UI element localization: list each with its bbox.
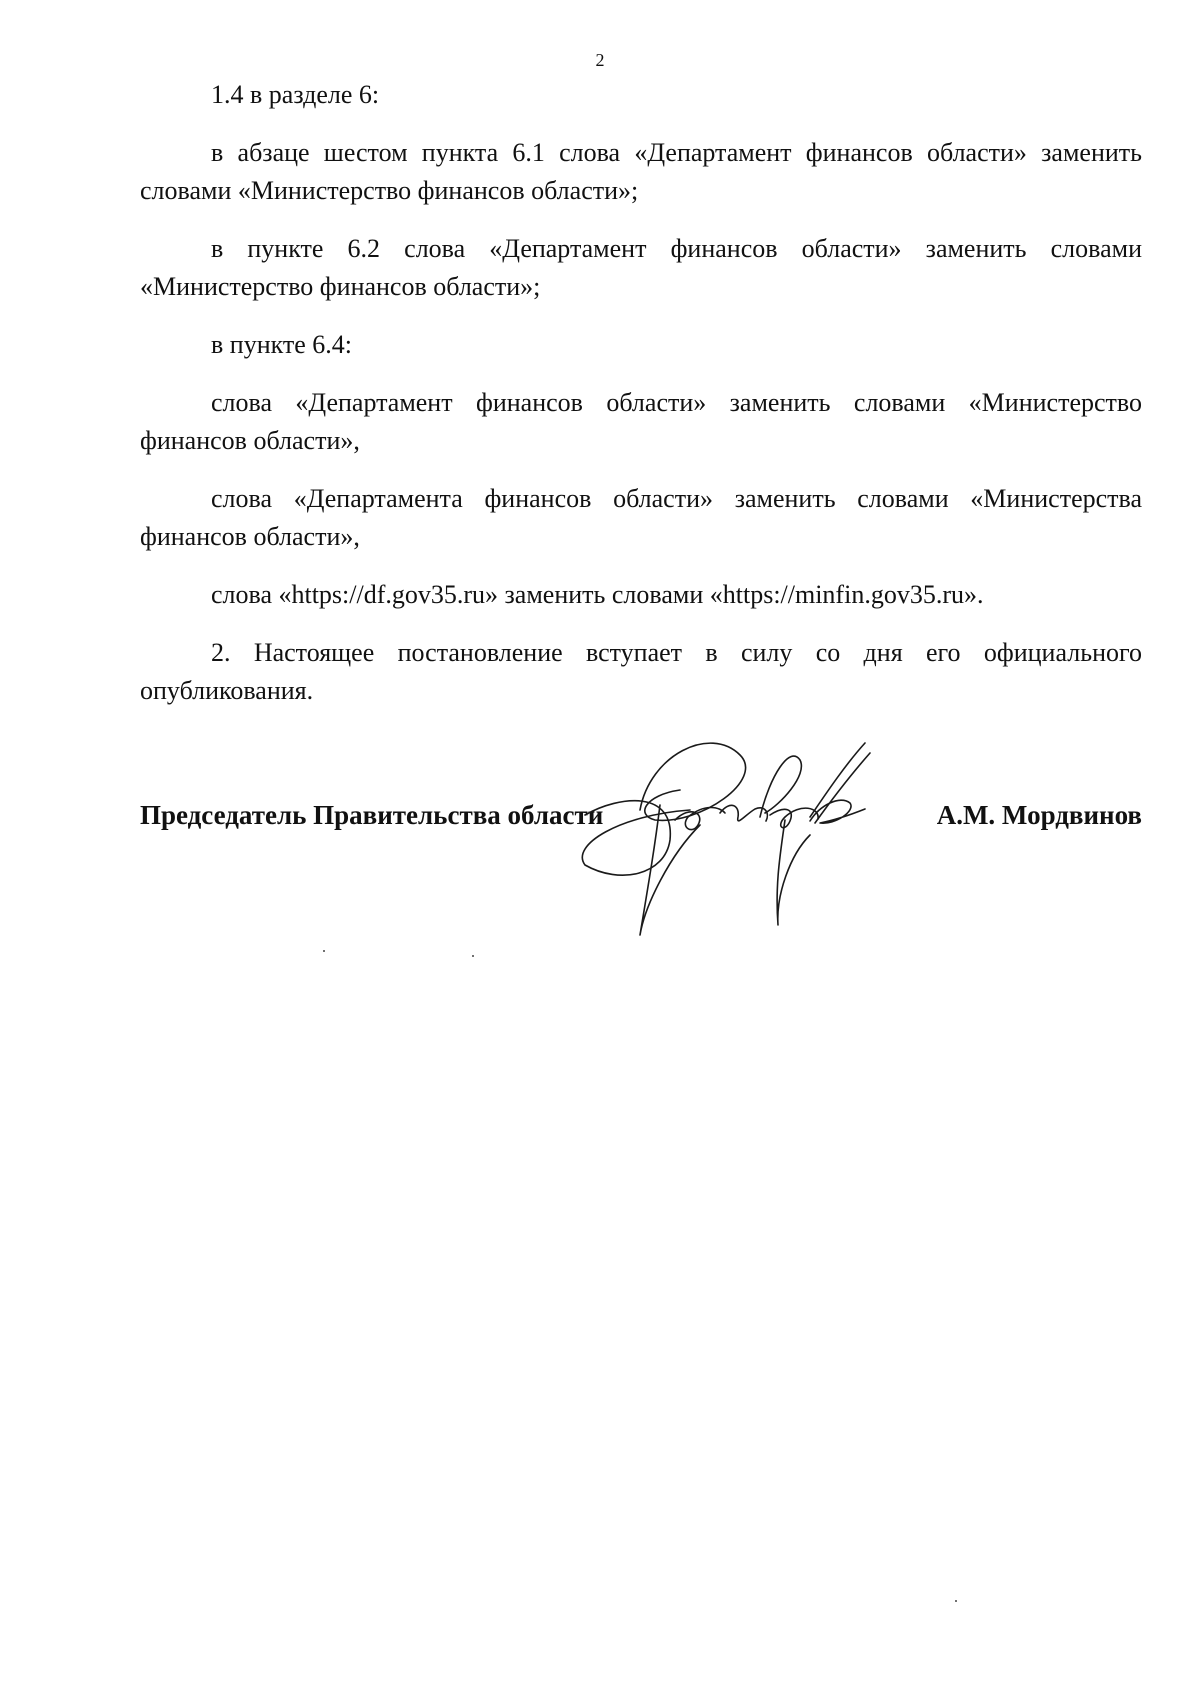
paragraph-replace-url: слова «https://df.gov35.ru» заменить словами «https://minfin.gov35.ru». bbox=[211, 580, 984, 609]
paragraph-section-1-4: 1.4 в разделе 6: bbox=[211, 80, 380, 109]
document-body bbox=[140, 76, 1142, 730]
signatory-name: А.М. Мордвинов bbox=[936, 800, 1142, 830]
paragraph-replace-2: слова «Департамента финансов области» заменить словами «Министерства финансов области», bbox=[140, 484, 1142, 551]
paragraph-effective-date: 2. Настоящее постановление вступает в силу со дня его официального опубликования. bbox=[140, 638, 1142, 705]
scan-speck bbox=[955, 1600, 957, 1602]
signatory-position: Председатель Правительства области bbox=[140, 800, 604, 830]
scan-speck bbox=[472, 955, 474, 957]
handwritten-signature bbox=[580, 735, 940, 945]
paragraph-point-6-2: в пункте 6.2 слова «Департамент финансов области» заменить словами «Министерство финансов области»; bbox=[140, 234, 1142, 301]
page-number: 2 bbox=[595, 50, 605, 70]
scan-speck bbox=[323, 950, 325, 952]
paragraph-point-6-4: в пункте 6.4: bbox=[211, 330, 353, 359]
paragraph-replace-1: слова «Департамент финансов области» заменить словами «Министерство финансов области», bbox=[140, 388, 1142, 455]
paragraph-point-6-1: в абзаце шестом пункта 6.1 слова «Департамент финансов области» заменить словами «Министерство финансов области»; bbox=[140, 138, 1142, 205]
